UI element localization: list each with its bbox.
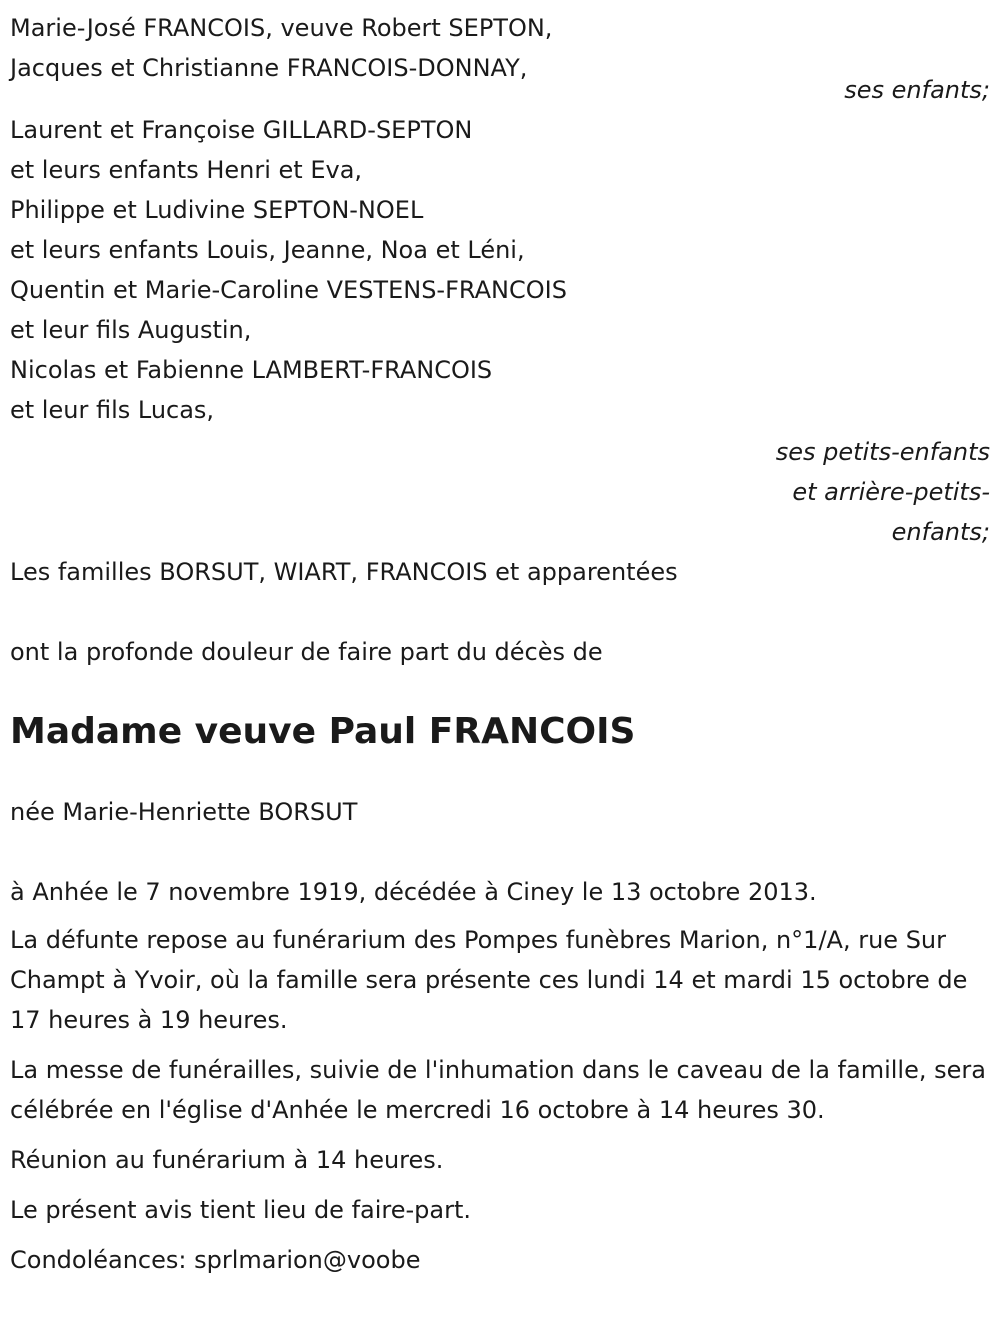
paragraph-wake: La défunte repose au funérarium des Pompes funèbres Marion, n°1/A, rue Sur Champt à Yvoir, où la famille sera présente ces lundi 14 et mardi 15 octobre de 17 heures à 19 heures. xyxy=(10,926,968,1034)
grandchild-line: Nicolas et Fabienne LAMBERT-FRANCOIS xyxy=(10,356,493,384)
grandchildren-label-line: et arrière-petits- xyxy=(792,478,990,506)
grandchild-line: et leur fils Lucas, xyxy=(10,396,215,424)
grandchild-line: Laurent et Françoise GILLARD-SEPTON xyxy=(10,116,473,144)
grandchild-line: Quentin et Marie-Caroline VESTENS-FRANCOIS xyxy=(10,276,567,304)
child-line: Marie-José FRANCOIS, veuve Robert SEPTON, xyxy=(10,14,553,42)
announcement-line: ont la profonde douleur de faire part du décès de xyxy=(10,638,603,666)
grandchild-line: Philippe et Ludivine SEPTON-NOEL xyxy=(10,196,424,224)
grandchildren-label-line: ses petits-enfants xyxy=(775,438,990,466)
paragraph-notice: Le présent avis tient lieu de faire-part. xyxy=(10,1196,472,1224)
paragraph-funeral: La messe de funérailles, suivie de l'inhumation dans le caveau de la famille, sera célébrée en l'église d'Anhée le mercredi 16 octobre à 14 heures 30. xyxy=(10,1056,986,1124)
grandchild-line: et leur fils Augustin, xyxy=(10,316,252,344)
grandchildren-label-line: enfants; xyxy=(891,518,990,546)
children-label: ses enfants; xyxy=(844,76,990,104)
paragraph-condolences: Condoléances: sprlmarion@voobe xyxy=(10,1246,421,1274)
born-name: née Marie-Henriette BORSUT xyxy=(10,798,358,826)
grandchildren-label xyxy=(10,432,990,552)
grandchild-line: et leurs enfants Henri et Eva, xyxy=(10,156,363,184)
families-line: Les familles BORSUT, WIART, FRANCOIS et apparentées xyxy=(10,558,678,586)
paragraph-meeting: Réunion au funérarium à 14 heures. xyxy=(10,1146,444,1174)
grandchild-line: et leurs enfants Louis, Jeanne, Noa et Léni, xyxy=(10,236,525,264)
grandchildren-list xyxy=(10,110,990,430)
birth-death-line: à Anhée le 7 novembre 1919, décédée à Ciney le 13 octobre 2013. xyxy=(10,878,817,906)
deceased-title: Madame veuve Paul FRANCOIS xyxy=(10,711,636,752)
child-line: Jacques et Christianne FRANCOIS-DONNAY, xyxy=(10,54,528,82)
